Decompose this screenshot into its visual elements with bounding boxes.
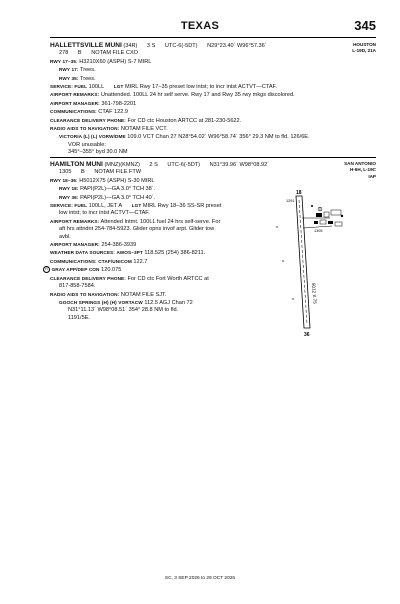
hamilton-lgt-text: MIRL Rwy 18–36 SS-SR preset	[142, 203, 222, 210]
hallettsville-remarks-label: AIRPORT REMARKS:	[50, 92, 100, 98]
hallettsville-name: HALLETTSVILLE MUNI	[50, 42, 122, 49]
runway-dimensions-label: 5012 X 75	[311, 282, 318, 304]
hamilton-manager-label: AIRPORT MANAGER:	[50, 242, 100, 248]
hallettsville-vor-line1: VOR unusable:	[68, 141, 106, 148]
hallettsville-side-city: HOUSTON	[353, 42, 376, 47]
hallettsville-victoria-label: VICTORIA (L) (L) VORW/DME	[59, 134, 126, 140]
hamilton-fuel-label: FUEL	[74, 203, 88, 209]
hallettsville-ident: (34R)	[123, 43, 138, 49]
hamilton-clearance-text: For CD ctc Fort Worth ARTCC at	[127, 275, 209, 282]
hallettsville-side-chart: L-19D, 21A	[352, 48, 376, 54]
hallettsville-clearance-label: CLEARANCE DELIVERY PHONE:	[50, 117, 126, 123]
hallettsville-lgt-label: LGT	[113, 84, 124, 90]
hamilton-rwy18-text: PAPI(P2L)—GA 3.0° TCH 38´.	[80, 186, 156, 193]
hallettsville-radio-text: NOTAM FILE VCT.	[120, 126, 168, 133]
svg-text:^: ^	[292, 298, 295, 304]
runway-18-36	[296, 196, 310, 328]
hamilton-rwy-text: H5012X75 (ASPH) S-30 MIRL	[79, 177, 155, 184]
hamilton-dist: 2 S	[149, 162, 158, 168]
hamilton-rwy-label: RWY 18–36:	[50, 177, 78, 183]
hallettsville-rwy-label: RWY 17–35:	[50, 58, 78, 64]
hamilton-remarks-text: Attended Intmt. 100LL fuel 24 hrs self-serve. For	[100, 218, 221, 225]
svg-text:^: ^	[282, 260, 285, 266]
hamilton-clearance-text2: 817-858-7584.	[59, 283, 96, 290]
hallettsville-fuel-code: B	[77, 50, 82, 57]
hallettsville-manager-label: AIRPORT MANAGER:	[50, 100, 100, 106]
hamilton-weather-label: WEATHER DATA SOURCES:	[50, 250, 115, 256]
hamilton-lgt-text2: low intst; to incr intst ACTVT—CTAF.	[59, 210, 150, 217]
hamilton-remarks-label: AIRPORT REMARKS:	[50, 218, 100, 224]
hamilton-gooch-text3: 1191/5E.	[68, 314, 90, 321]
hallettsville-manager-text: 361-798-2201	[101, 100, 137, 107]
hallettsville-radio-label: RADIO AIDS TO NAVIGATION:	[50, 126, 120, 132]
entry-separator	[50, 157, 376, 158]
hamilton-comm-label: COMMUNICATIONS:	[50, 258, 97, 264]
hamilton-utc: UTC-6(-5DT)	[167, 162, 201, 168]
apron-buildings	[302, 205, 343, 228]
hamilton-side-chart: H-6H, L-19C	[349, 167, 376, 173]
hamilton-comm-text: 122.7	[133, 258, 148, 265]
hamilton-fuel-text: 100LL, JET A	[88, 203, 123, 210]
hamilton-weather-text: 118.525 (254) 386-8211.	[144, 250, 206, 257]
runway-18-label: 18	[296, 190, 302, 196]
hamilton-ident: (MNZ)(KMNZ)	[104, 162, 140, 168]
hallettsville-elev: 278	[59, 50, 69, 57]
hamilton-weather-awos-label: AWOS–3PT	[116, 250, 143, 256]
hamilton-manager-text: 254-386-3939	[101, 242, 137, 249]
hallettsville-rwy-text: H3210X60 (ASPH) S-7 MIRL	[79, 58, 152, 65]
hallettsville-rwy17-text: Trees.	[80, 67, 96, 74]
elevation-top-label: 1291	[286, 199, 295, 203]
hallettsville-utc: UTC-6(-5DT)	[164, 43, 198, 49]
page-number: 345	[354, 18, 376, 33]
hallettsville-remarks-text: Unattended. 100LL 24 hr self serve. Rwy 17 and Rwy 35 rwy mkgs discolored.	[100, 92, 295, 99]
hallettsville-rwy35-label: RWY 35:	[59, 75, 79, 81]
footer-effective-dates: SC, 3 SEP 2026 to 29 OCT 2026	[164, 576, 236, 581]
hamilton-service-label: SERVICE:	[50, 203, 73, 209]
frequency-circle-icon: R	[43, 266, 50, 273]
hallettsville-side-info	[352, 42, 376, 55]
hamilton-coords: N31°39.96´ W98°08.92´	[209, 162, 270, 168]
hamilton-fuel-code: B	[81, 169, 85, 176]
hallettsville-vor-line2: 345°–355° byd 30.0 NM	[68, 149, 128, 156]
hamilton-gray-label: GRAY APP/DEP CON	[51, 267, 100, 273]
hamilton-rwy36-label: RWY 36:	[59, 194, 79, 200]
hallettsville-fuel-label: FUEL	[74, 84, 88, 90]
hallettsville-dist: 3 S	[146, 43, 156, 49]
hamilton-side-city: SAN ANTONIO	[344, 161, 376, 166]
hallettsville-victoria-text: 109.0 VCT Chan 27 N28°54.02´ W96°58.74´ 356° 29.3 NM to fld. 126/6E.	[127, 134, 310, 141]
hallettsville-entry	[50, 42, 352, 157]
obstruction-marks	[276, 226, 295, 304]
hamilton-side-iap: IAP	[368, 173, 376, 179]
hallettsville-coords: N29°23.40´ W96°57.36´	[207, 43, 267, 49]
hamilton-lgt-label: LGT	[131, 203, 142, 209]
hallettsville-notam: NOTAM FILE CXO	[91, 50, 139, 57]
hamilton-radio-label: RADIO AIDS TO NAVIGATION:	[50, 291, 120, 297]
header-rule	[50, 37, 376, 38]
hallettsville-rwy35-text: Trees.	[80, 75, 96, 82]
hallettsville-comm-text: CTAF 122.9	[98, 109, 129, 116]
hamilton-notam: NOTAM FILE FTW	[94, 169, 142, 176]
hamilton-rwy36-text: PAPI(P2L)—GA 3.0° TCH 40´.	[80, 194, 156, 201]
elevation-mid-label: 1305	[314, 229, 323, 233]
hamilton-name: HAMILTON MUNI	[50, 161, 103, 168]
wind-indicator-icon	[318, 207, 322, 211]
hallettsville-lgt-text: MIRL Rwy 17–35 preset low intst; to incr intst ACTVT—CTAF.	[125, 84, 278, 91]
hamilton-gooch-text2: N31°11.13´ W98°08.51´ 354° 28.8 NM to fld.	[68, 307, 179, 314]
hamilton-gooch-label: GOOCH SPRINGS (H) (H) VORTACW	[59, 299, 143, 305]
hallettsville-fuel-text: 100LL	[88, 84, 105, 91]
hallettsville-service-label: SERVICE:	[50, 84, 73, 90]
hamilton-gooch-text: 112.5 AGJ Chan 72	[144, 299, 193, 306]
hallettsville-clearance-text: For CD ctc Houston ARTCC at 281-230-5622.	[127, 117, 242, 124]
airport-diagram	[252, 188, 362, 338]
runway-36-label: 36	[304, 332, 310, 338]
hallettsville-comm-label: COMMUNICATIONS:	[50, 109, 97, 115]
hamilton-comm-ctaf-label: CTAF/UNICOM	[98, 258, 132, 264]
hamilton-gray-text: 120.075	[101, 267, 122, 274]
svg-text:^: ^	[276, 226, 279, 232]
hamilton-radio-text: NOTAM FILE SJT.	[120, 291, 167, 298]
hamilton-clearance-label: CLEARANCE DELIVERY PHONE:	[50, 275, 126, 281]
hamilton-remarks-text2: aft hrs attndnt 254-784-5923. Glider opns invof arpt. Glider tow	[59, 226, 215, 233]
page-state-title: TEXAS	[180, 20, 220, 32]
hamilton-elev: 1305	[59, 169, 72, 176]
hamilton-rwy18-label: RWY 18:	[59, 186, 79, 192]
hallettsville-rwy17-label: RWY 17:	[59, 67, 79, 73]
hamilton-remarks-text3: avbl.	[59, 233, 71, 240]
